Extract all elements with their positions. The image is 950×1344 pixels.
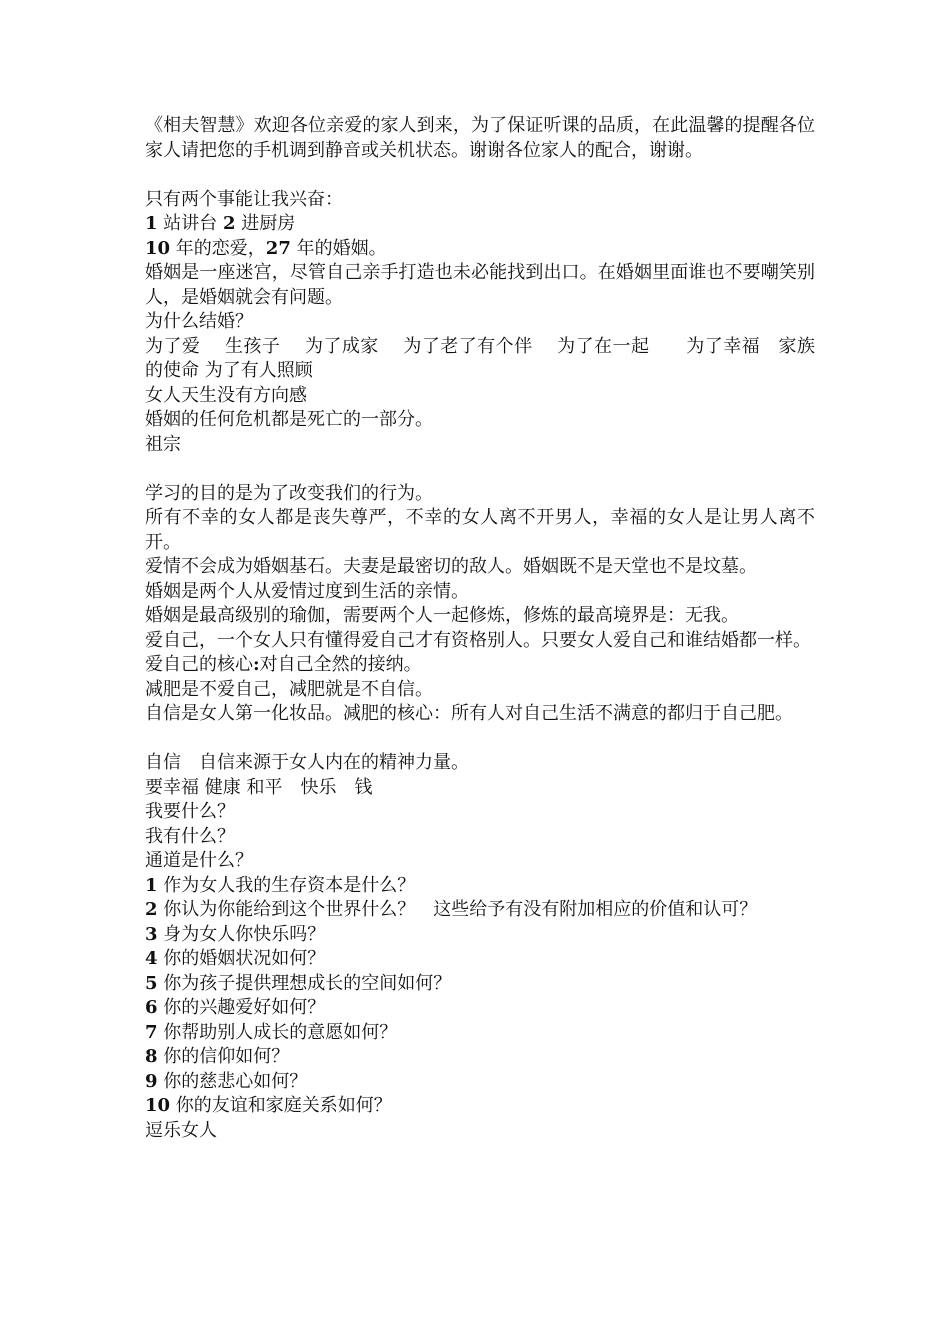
intro-paragraph: 《相夫智慧》欢迎各位亲爱的家人到来，为了保证听课的品质，在此温馨的提醒各位家人请把您的手机调到静音或关机状态。谢谢各位家人的配合，谢谢。 [145, 115, 815, 161]
question-number: 9 [145, 1070, 158, 1092]
text-paragraph: 婚姻是一座迷宫，尽管自己亲手打造也未必能找到出口。在婚姻里面谁也不要嘲笑别人，是婚姻就会有问题。 [145, 262, 815, 308]
question-item [145, 898, 815, 923]
text-line: 我要什么？ [145, 801, 235, 822]
text-line: 减肥是不爱自己，减肥就是不自信。 [145, 678, 433, 700]
question-number: 6 [145, 997, 158, 1018]
question-text: 你的慈悲心如何？ [157, 1070, 308, 1092]
blank-line [145, 163, 815, 188]
text-line [145, 237, 815, 262]
question-text: 你的兴趣爱好如何？ [157, 997, 326, 1018]
question-item [145, 874, 815, 899]
question-number: 4 [145, 948, 158, 969]
question-number: 10 [145, 1095, 171, 1116]
text-line: 婚姻的任何危机都是死亡的一部分。 [145, 409, 433, 430]
text-line: 为什么结婚？ [145, 311, 253, 332]
text-line: 自信 自信来源于女人内在的精神力量。 [145, 752, 469, 773]
text-line: 要幸福 健康 和平 快乐 钱 [145, 776, 373, 798]
question-number: 2 [145, 899, 158, 920]
question-text: 作为女人我的生存资本是什么？ [157, 874, 416, 896]
question-item [145, 923, 815, 948]
question-text: 你认为你能给到这个世界什么？ 这些给予有没有附加相应的价值和认可？ [157, 899, 758, 920]
number-label: 27 [265, 237, 291, 259]
text-line [145, 212, 815, 237]
question-text: 你的友谊和家庭关系如何？ [170, 1095, 392, 1116]
number-label: 2 [223, 213, 236, 234]
question-number: 7 [145, 1021, 158, 1043]
closing-line: 逗乐女人 [145, 1119, 217, 1141]
text-line: 婚姻是最高级别的瑜伽，需要两个人一起修炼，修炼的最高境界是：无我。 [145, 605, 739, 626]
text-span: 年的婚姻。 [296, 237, 387, 259]
text-span: 年的恋爱， [175, 237, 266, 259]
question-number: 5 [145, 972, 158, 994]
question-item [145, 996, 815, 1021]
text-paragraph: 自信是女人第一化妆品。减肥的核心：所有人对自己生活不满意的都归于自己肥。 [145, 703, 793, 724]
question-number: 8 [145, 1046, 158, 1067]
question-item [145, 1070, 815, 1095]
question-number: 1 [145, 874, 158, 896]
colon-mark: : [253, 654, 260, 675]
number-label: 10 [145, 237, 171, 259]
text-span: 爱自己的核心 [145, 654, 253, 675]
text-line: 祖宗 [145, 433, 181, 455]
question-item [145, 1045, 815, 1070]
question-text: 你为孩子提供理想成长的空间如何？ [157, 972, 452, 994]
text-line [145, 653, 815, 678]
text-span: 对自己全然的接纳。 [259, 654, 422, 675]
question-text: 你的婚姻状况如何？ [157, 948, 326, 969]
question-number: 3 [145, 923, 158, 945]
text-paragraph: 爱情不会成为婚姻基石。夫妻是最密切的敌人。婚姻既不是天堂也不是坟墓。 [145, 556, 757, 577]
text-span: 站讲台 [163, 213, 218, 234]
text-span: 进厨房 [241, 213, 296, 234]
question-item [145, 1094, 815, 1119]
text-line: 婚姻是两个人从爱情过度到生活的亲情。 [145, 580, 469, 602]
question-text: 你的信仰如何？ [157, 1046, 290, 1067]
text-paragraph: 为了爱 生孩子 为了成家 为了老了有个伴 为了在一起 为了幸福 家族的使命 为了有人照顾 [145, 335, 815, 381]
question-text: 身为女人你快乐吗？ [157, 923, 326, 945]
question-item [145, 947, 815, 972]
document-page [145, 114, 815, 1143]
number-label: 1 [145, 213, 158, 234]
text-line: 女人天生没有方向感 [145, 384, 307, 406]
blank-line [145, 727, 815, 752]
blank-line [145, 457, 815, 482]
text-line: 只有两个事能让我兴奋： [145, 188, 343, 210]
text-line: 学习的目的是为了改变我们的行为。 [145, 482, 433, 504]
text-line: 通道是什么？ [145, 850, 253, 871]
question-text: 你帮助别人成长的意愿如何？ [157, 1021, 398, 1043]
text-paragraph: 爱自己，一个女人只有懂得爱自己才有资格别人。只要女人爱自己和谁结婚都一样。 [145, 629, 811, 651]
question-item [145, 1021, 815, 1046]
text-line: 我有什么？ [145, 825, 235, 847]
question-item [145, 972, 815, 997]
text-paragraph: 所有不幸的女人都是丧失尊严，不幸的女人离不开男人，幸福的女人是让男人离不开。 [145, 507, 815, 553]
